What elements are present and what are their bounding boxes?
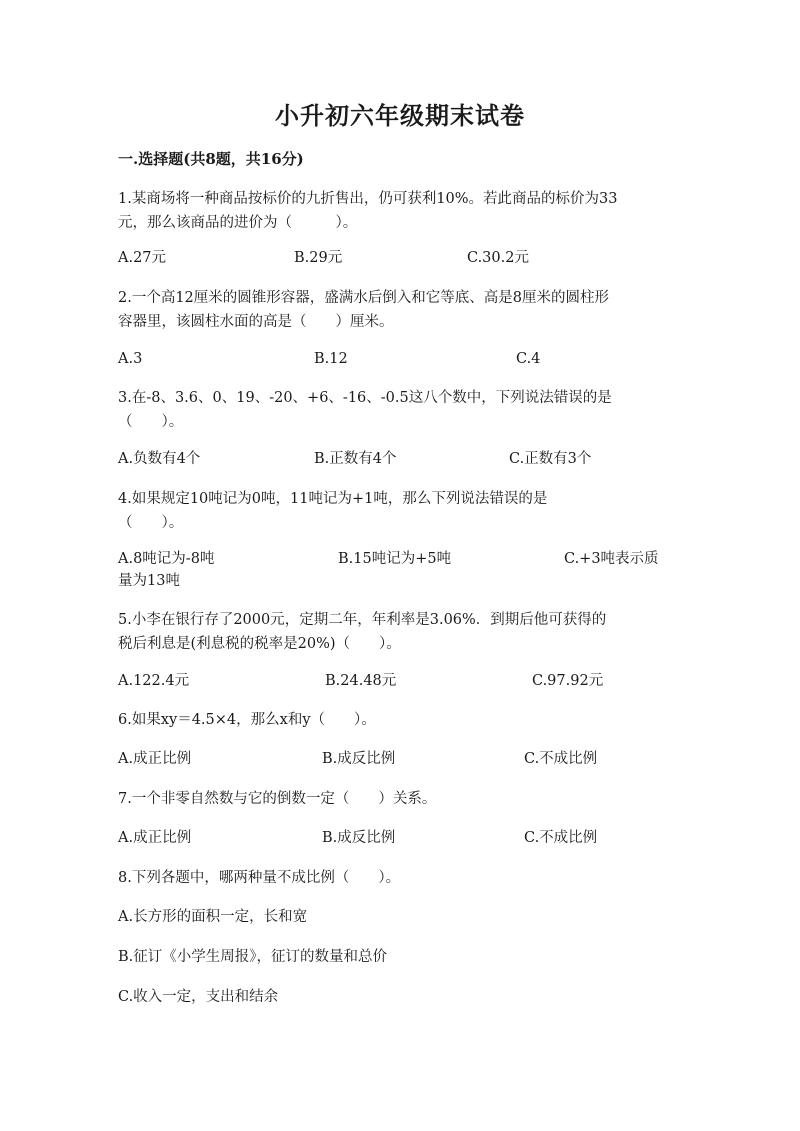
question-5	[118, 608, 678, 656]
question-2-options	[118, 347, 698, 371]
question-6-options	[118, 747, 698, 771]
option-b[interactable]: B.24.48元	[325, 673, 397, 689]
question-6	[118, 708, 678, 732]
option-c[interactable]: C.4	[516, 351, 541, 367]
option-a[interactable]: A.长方形的面积一定，长和宽	[118, 909, 308, 925]
option-b[interactable]: B.15吨记为+5吨	[338, 551, 452, 567]
question-text: （ ）。	[118, 515, 184, 531]
page-title: 小升初六年级期末试卷	[275, 101, 525, 130]
option-c[interactable]: C.97.92元	[532, 673, 604, 689]
question-text: 8.下列各题中，哪两种量不成比例（ ）。	[118, 870, 401, 886]
section-heading: 一.选择题(共8题，共16分)	[118, 150, 304, 168]
question-text: 4.如果规定10吨记为0吨，11吨记为+1吨，那么下列说法错误的是	[118, 491, 548, 507]
option-c[interactable]: C.不成比例	[524, 830, 598, 846]
question-text: 1.某商场将一种商品按标价的九折售出，仍可获利10%。若此商品的标价为33	[118, 191, 618, 207]
question-8	[118, 866, 678, 890]
option-b[interactable]: B.29元	[294, 250, 343, 266]
question-1	[118, 187, 678, 235]
question-text: 税后利息是(利息税的税率是20%)（ ）。	[118, 636, 401, 652]
question-7-options	[118, 826, 698, 850]
option-c[interactable]: C.+3吨表示质	[564, 551, 659, 567]
option-b[interactable]: B.正数有4个	[314, 451, 397, 467]
option-c[interactable]: C.收入一定，支出和结余	[118, 989, 279, 1005]
option-a[interactable]: A.成正比例	[118, 830, 192, 846]
option-c[interactable]: C.30.2元	[467, 250, 529, 266]
option-c-continuation: 量为13吨	[118, 573, 180, 589]
question-4-options	[118, 547, 698, 571]
option-b[interactable]: B.征订《小学生周报》，征订的数量和总价	[118, 949, 388, 965]
question-1-options	[118, 246, 698, 270]
question-text: 容器里，该圆柱水面的高是（ ）厘米。	[118, 314, 394, 330]
option-c[interactable]: C.正数有3个	[509, 451, 592, 467]
option-c[interactable]: C.不成比例	[524, 751, 598, 767]
option-a[interactable]: A.27元	[118, 250, 167, 266]
question-text: 元，那么该商品的进价为（ ）。	[118, 215, 358, 231]
question-text: （ ）。	[118, 414, 184, 430]
question-2	[118, 286, 678, 334]
question-text: 3.在-8、3.6、0、19、-20、+6、-16、-0.5这八个数中，下列说法错误的是	[118, 390, 612, 406]
option-a[interactable]: A.8吨记为-8吨	[118, 551, 215, 567]
question-text: 2.一个高12厘米的圆锥形容器，盛满水后倒入和它等底、高是8厘米的圆柱形	[118, 290, 610, 306]
option-b[interactable]: B.成反比例	[322, 830, 396, 846]
option-a[interactable]: A.成正比例	[118, 751, 192, 767]
question-4	[118, 487, 678, 535]
question-text: 5.小李在银行存了2000元，定期二年，年利率是3.06%．到期后他可获得的	[118, 612, 607, 628]
question-3-options	[118, 447, 698, 471]
option-a[interactable]: A.122.4元	[118, 673, 190, 689]
option-a[interactable]: A.3	[118, 351, 143, 367]
option-b[interactable]: B.12	[314, 351, 348, 367]
question-3	[118, 386, 678, 434]
question-text: 7.一个非零自然数与它的倒数一定（ ）关系。	[118, 791, 437, 807]
question-7	[118, 787, 678, 811]
option-b[interactable]: B.成反比例	[322, 751, 396, 767]
question-text: 6.如果xy＝4.5×4，那么x和y（ ）。	[118, 712, 376, 728]
question-5-options	[118, 669, 698, 693]
option-a[interactable]: A.负数有4个	[118, 451, 201, 467]
